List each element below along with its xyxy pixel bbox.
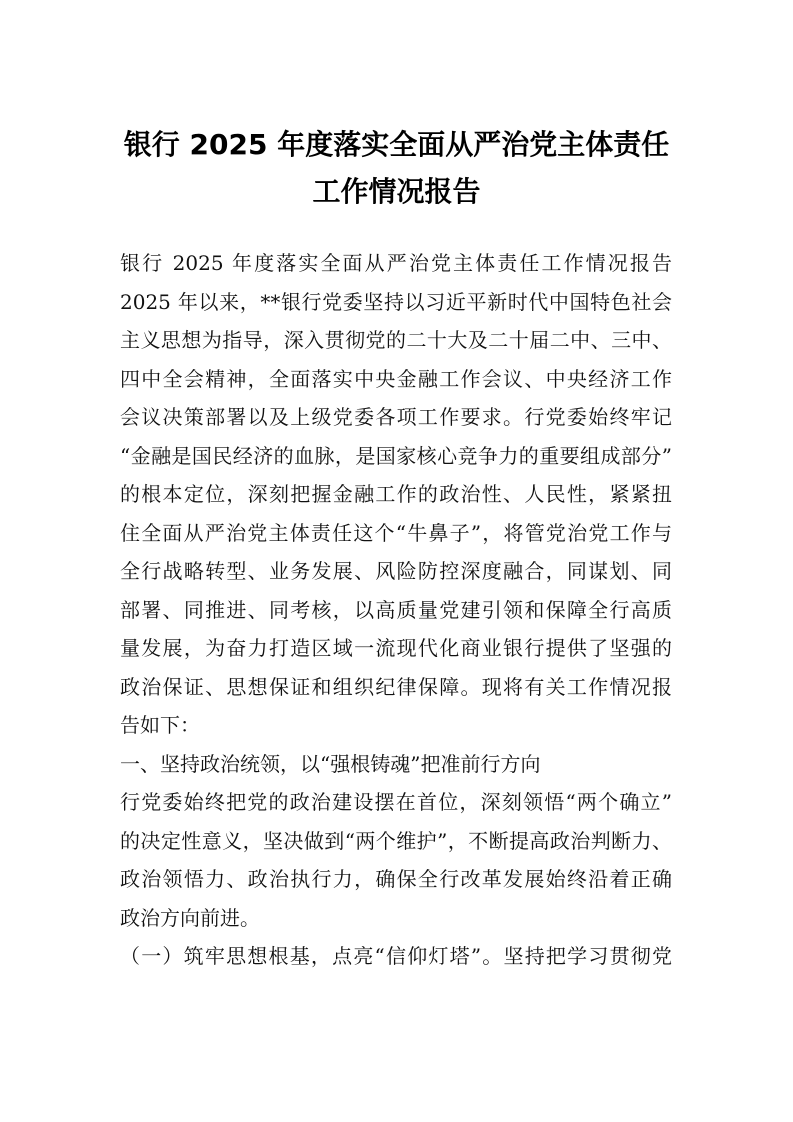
body-text-line: 四中全会精神，全面落实中央金融工作会议、中央经济工作 xyxy=(120,366,672,391)
body-text-line: 一、坚持政治统领，以“强根铸魂”把准前行方向 xyxy=(120,751,541,776)
body-text-line: 2025 年以来，**银行党委坚持以习近平新时代中国特色社会 xyxy=(120,289,672,314)
document-body xyxy=(120,244,672,976)
body-text-line: 的根本定位，深刻把握金融工作的政治性、人民性，紧紧扭 xyxy=(120,482,672,506)
body-text-line: “金融是国民经济的血脉，是国家核心竞争力的重要组成部分” xyxy=(120,443,672,468)
body-text-line: 主义思想为指导，深入贯彻党的二十大及二十届二中、三中、 xyxy=(120,328,672,352)
body-text-line: 全行战略转型、业务发展、风险防控深度融合，同谋划、同 xyxy=(120,559,672,583)
body-text-line: 政治方向前进。 xyxy=(120,905,260,930)
body-text-line: 行党委始终把党的政治建设摆在首位，深刻领悟“两个确立” xyxy=(120,790,672,814)
document-title-line-2: 工作情况报告 xyxy=(312,175,481,208)
document-title-line-1: 银行 2025 年度落实全面从严治党主体责任 xyxy=(123,128,670,161)
body-text-line: 银行 2025 年度落实全面从严治党主体责任工作情况报告 xyxy=(120,251,672,275)
body-text-line: 政治领悟力、政治执行力，确保全行改革发展始终沿着正确 xyxy=(120,867,672,891)
body-text-line: 部署、同推进、同考核，以高质量党建引领和保障全行高质 xyxy=(120,597,672,622)
body-text-line: 量发展，为奋力打造区域一流现代化商业银行提供了坚强的 xyxy=(120,636,672,660)
body-text-line: 告如下： xyxy=(120,713,200,737)
body-text-line: 的决定性意义，坚决做到“两个维护”，不断提高政治判断力、 xyxy=(120,828,672,853)
body-text-line: 住全面从严治党主体责任这个“牛鼻子”，将管党治党工作与 xyxy=(120,520,672,545)
body-text-line: 政治保证、思想保证和组织纪律保障。现将有关工作情况报 xyxy=(120,674,672,699)
body-text-line: 会议决策部署以及上级党委各项工作要求。行党委始终牢记 xyxy=(120,405,672,429)
body-text-line: （一）筑牢思想根基，点亮“信仰灯塔”。坚持把学习贯彻党 xyxy=(120,944,672,968)
